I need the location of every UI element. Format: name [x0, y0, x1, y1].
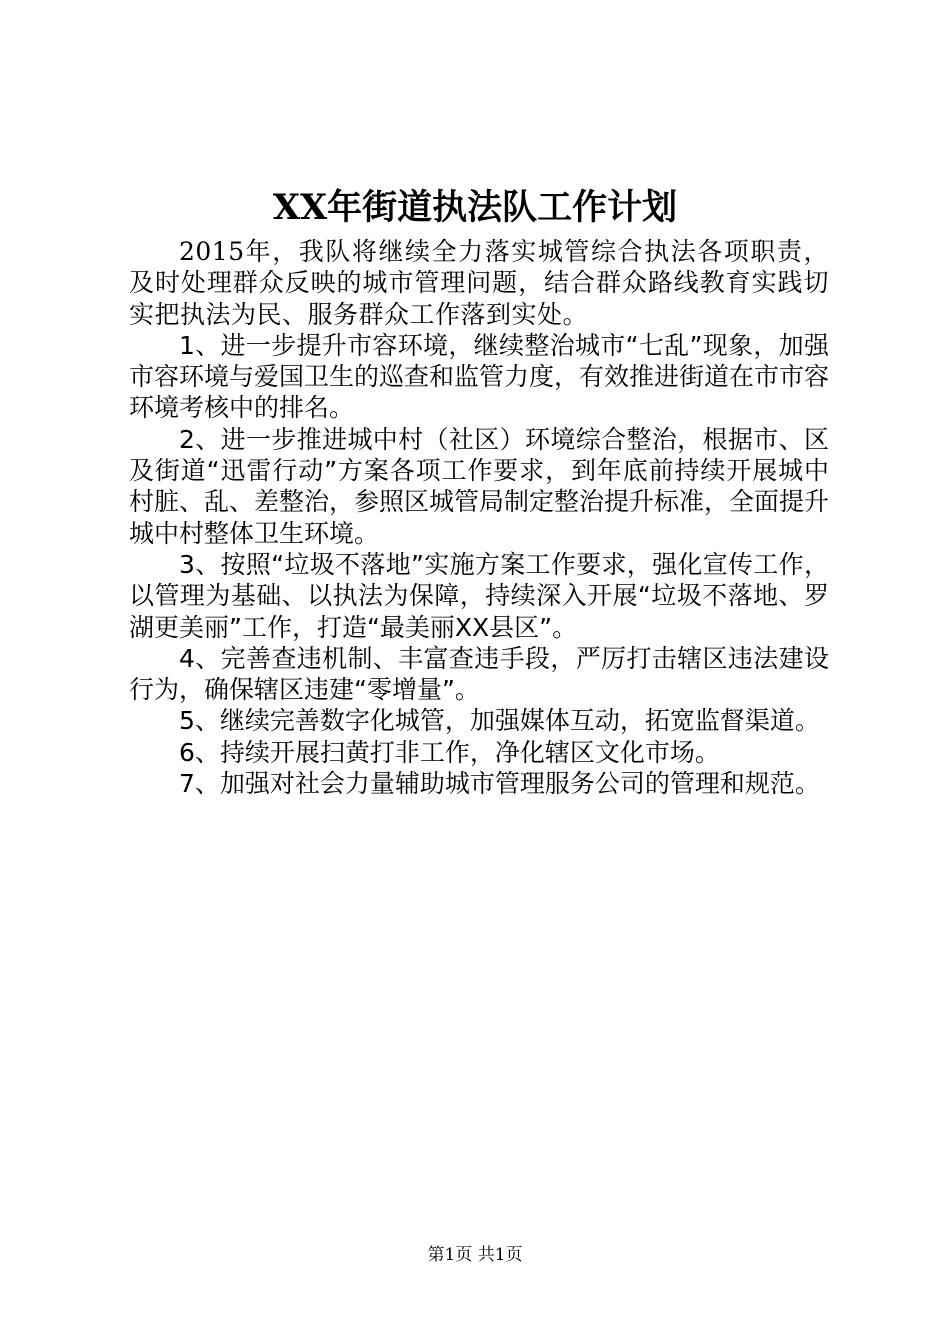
intro-paragraph: 2015年，我队将继续全力落实城管综合执法各项职责，及时处理群众反映的城市管理问题，结合群众路线教育实践切实把执法为民、服务群众工作落到实处。	[129, 237, 829, 329]
plan-item-3: 3、按照“垃圾不落地”实施方案工作要求，强化宣传工作，以管理为基础、以执法为保障，持续深入开展“垃圾不落地、罗湖更美丽”工作，打造“最美丽XX县区”。	[129, 549, 829, 642]
plan-item-1: 1、进一步提升市容环境，继续整治城市“七乱”现象，加强市容环境与爱国卫生的巡查和监管力度，有效推进街道在市市容环境考核中的排名。	[129, 330, 830, 423]
document-title: XX年街道执法队工作计划	[272, 187, 678, 228]
page-number-footer: 第1页 共1页	[427, 1245, 523, 1265]
plan-item-4: 4、完善查违机制、丰富查违手段，严厉打击辖区违法建设行为，确保辖区违建“零增量”。	[129, 643, 829, 705]
plan-item-6: 6、持续开展扫黄打非工作，净化辖区文化市场。	[179, 737, 720, 767]
plan-item-2: 2、进一步推进城中村（社区）环境综合整治，根据市、区及街道“迅雷行动”方案各项工作要求，到年底前持续开展城中村脏、乱、差整治，参照区城管局制定整治提升标准，全面提升城中村整体卫生环境。	[129, 424, 830, 548]
plan-item-5: 5、继续完善数字化城管，加强媒体互动，拓宽监督渠道。	[179, 706, 820, 736]
plan-item-7: 7、加强对社会力量辅助城市管理服务公司的管理和规范。	[179, 769, 820, 799]
document-body	[129, 236, 829, 799]
